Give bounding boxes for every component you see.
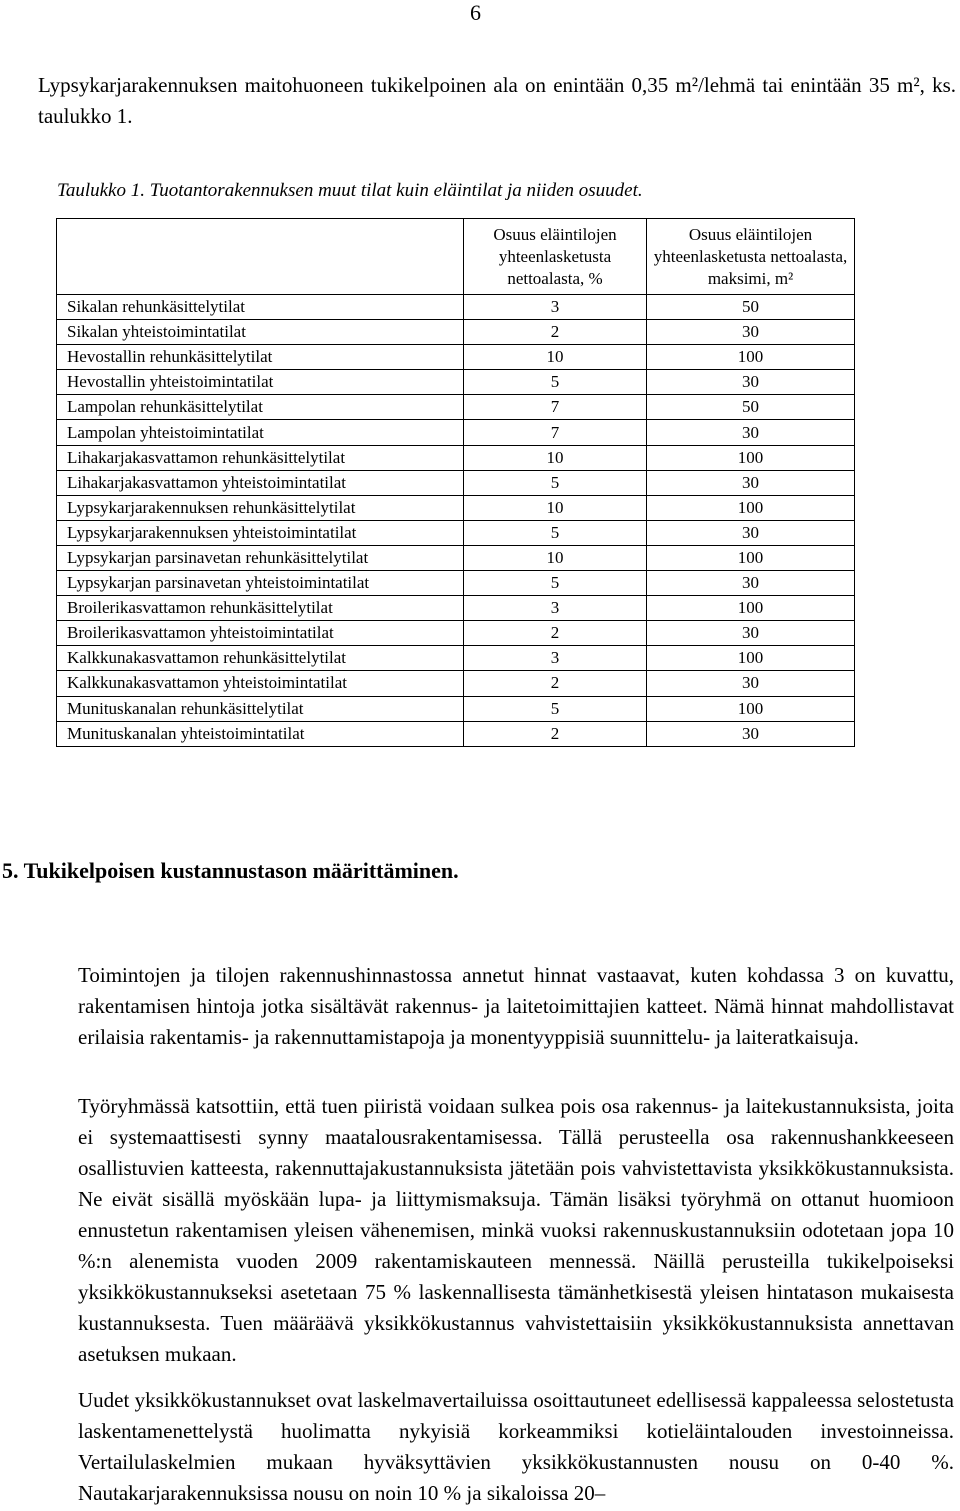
- table-row: [57, 345, 855, 370]
- share-max-cell: 30: [647, 671, 855, 696]
- row-label: Hevostallin yhteistoimintatilat: [57, 370, 464, 395]
- share-max-cell: 100: [647, 596, 855, 621]
- share-max-cell: 30: [647, 571, 855, 596]
- table-row: [57, 696, 855, 721]
- share-percent-cell: 10: [464, 345, 647, 370]
- share-max-cell: 30: [647, 320, 855, 345]
- table-row: [57, 621, 855, 646]
- header-cell-blank: [57, 219, 464, 295]
- table-row: [57, 571, 855, 596]
- table-row: [57, 520, 855, 545]
- row-label: Broilerikasvattamon rehunkäsittelytilat: [57, 596, 464, 621]
- table-row: [57, 470, 855, 495]
- table-row: [57, 495, 855, 520]
- share-percent-cell: 10: [464, 545, 647, 570]
- share-max-cell: 30: [647, 520, 855, 545]
- share-max-cell: 100: [647, 646, 855, 671]
- row-label: Lypsykarjan parsinavetan yhteistoimintatilat: [57, 571, 464, 596]
- table-caption: Taulukko 1. Tuotantorakennuksen muut tilat kuin eläintilat ja niiden osuudet.: [57, 180, 643, 201]
- share-percent-cell: 2: [464, 621, 647, 646]
- row-label: Hevostallin rehunkäsittelytilat: [57, 345, 464, 370]
- share-max-cell: 100: [647, 495, 855, 520]
- share-percent-cell: 2: [464, 320, 647, 345]
- share-percent-cell: 10: [464, 495, 647, 520]
- share-percent-cell: 5: [464, 470, 647, 495]
- share-max-cell: 30: [647, 721, 855, 746]
- share-percent-cell: 2: [464, 671, 647, 696]
- row-label: Lihakarjakasvattamon rehunkäsittelytilat: [57, 445, 464, 470]
- share-percent-cell: 3: [464, 596, 647, 621]
- share-max-cell: 30: [647, 470, 855, 495]
- row-label: Lypsykarjarakennuksen rehunkäsittelytilat: [57, 495, 464, 520]
- table-row: [57, 320, 855, 345]
- table-row: [57, 295, 855, 320]
- table-row: [57, 721, 855, 746]
- paragraph-3: Uudet yksikkökustannukset ovat laskelmavertailuissa osoittautuneet edellisessä kappaleessa selostetusta laskentamenettelystä huolimatta nykyisiä korkeammiksi kotieläintalouden investoinneissa. Vertailulaskelmien mukaan hyväksyttävien yksikkökustannusten nousu on 0-40 %. Nautakarjarakennuksissa nousu on noin 10 % ja sikaloissa 20–: [78, 1388, 954, 1505]
- share-max-cell: 100: [647, 545, 855, 570]
- share-max-cell: 30: [647, 420, 855, 445]
- share-percent-cell: 7: [464, 420, 647, 445]
- share-max-cell: 100: [647, 345, 855, 370]
- row-label: Kalkkunakasvattamon rehunkäsittelytilat: [57, 646, 464, 671]
- table-row: [57, 420, 855, 445]
- row-label: Lampolan yhteistoimintatilat: [57, 420, 464, 445]
- share-percent-cell: 3: [464, 295, 647, 320]
- paragraph-1: Toimintojen ja tilojen rakennushinnastossa annetut hinnat vastaavat, kuten kohdassa 3 on kuvattu, rakentamisen hintoja jotka sisältävät rakennus- ja laitetoimittajien katteet. Nämä hinnat mahdollistavat erilaisia rakentamis- ja rakennuttamistapoja ja monentyyppisiä suunnittelu- ja laiteratkaisuja.: [78, 963, 954, 1049]
- row-label: Lypsykarjan parsinavetan rehunkäsittelytilat: [57, 545, 464, 570]
- table-header-row: [57, 219, 855, 295]
- share-percent-cell: 5: [464, 520, 647, 545]
- share-percent-cell: 2: [464, 721, 647, 746]
- share-max-cell: 50: [647, 295, 855, 320]
- table-row: [57, 596, 855, 621]
- share-max-cell: 100: [647, 696, 855, 721]
- table-row: [57, 671, 855, 696]
- page-number: 6: [470, 0, 481, 25]
- share-max-cell: 30: [647, 370, 855, 395]
- header-cell-share-max: Osuus eläintilojen yhteenlasketusta nettoalasta, maksimi, m²: [647, 219, 855, 295]
- row-label: Lampolan rehunkäsittelytilat: [57, 395, 464, 420]
- row-label: Lypsykarjarakennuksen yhteistoimintatilat: [57, 520, 464, 545]
- table-body: [57, 295, 855, 747]
- share-percent-cell: 10: [464, 445, 647, 470]
- paragraph-2: Työryhmässä katsottiin, että tuen piiristä voidaan sulkea pois osa rakennus- ja laitekustannuksista, joita ei systemaattisesti synny maatalousrakentamisessa. Tällä perusteella osa rakennushankkeeseen osallistuvien katteesta, rakennuttajakustannuksista jätetään pois vahvistettavista yksikkökustannuksista. Ne eivät sisällä myöskään lupa- ja liittymismaksuja. Tämän lisäksi työryhmä on ottanut huomioon ennustetun rakentamisen yleisen vähenemisen, minkä vuoksi rakennuskustannuksiin odotetaan jopa 10 %:n alenemista vuoden 2009 rakentamiskauteen mennessä. Näillä perusteilla tukikelpoiseksi yksikkökustannukseksi asetetaan 75 % laskennallisesta tämänhetkisestä yleisen hintatason mukaisesta kustannuksesta. Tuen määräävä yksikkökustannus vahvistettaisiin yksikkökustannuksista annettavan asetuksen mukaan.: [78, 1094, 954, 1366]
- table-row: [57, 395, 855, 420]
- row-label: Sikalan yhteistoimintatilat: [57, 320, 464, 345]
- row-label: Lihakarjakasvattamon yhteistoimintatilat: [57, 470, 464, 495]
- header-cell-share-percent: Osuus eläintilojen yhteenlasketusta nettoalasta, %: [464, 219, 647, 295]
- table-row: [57, 370, 855, 395]
- row-label: Sikalan rehunkäsittelytilat: [57, 295, 464, 320]
- section-heading: 5. Tukikelpoisen kustannustason määrittäminen.: [2, 858, 459, 883]
- table-row: [57, 545, 855, 570]
- row-label: Munituskanalan yhteistoimintatilat: [57, 721, 464, 746]
- share-percent-cell: 5: [464, 571, 647, 596]
- share-percent-cell: 5: [464, 370, 647, 395]
- table-row: [57, 646, 855, 671]
- intro-paragraph: Lypsykarjarakennuksen maitohuoneen tukikelpoinen ala on enintään 0,35 m²/lehmä tai enintään 35 m², ks. taulukko 1.: [38, 73, 956, 128]
- row-label: Broilerikasvattamon yhteistoimintatilat: [57, 621, 464, 646]
- share-percent-cell: 7: [464, 395, 647, 420]
- row-label: Munituskanalan rehunkäsittelytilat: [57, 696, 464, 721]
- share-max-cell: 100: [647, 445, 855, 470]
- share-percent-cell: 3: [464, 646, 647, 671]
- share-max-cell: 50: [647, 395, 855, 420]
- table-row: [57, 445, 855, 470]
- row-label: Kalkkunakasvattamon yhteistoimintatilat: [57, 671, 464, 696]
- spaces-table: [56, 218, 855, 747]
- share-max-cell: 30: [647, 621, 855, 646]
- share-percent-cell: 5: [464, 696, 647, 721]
